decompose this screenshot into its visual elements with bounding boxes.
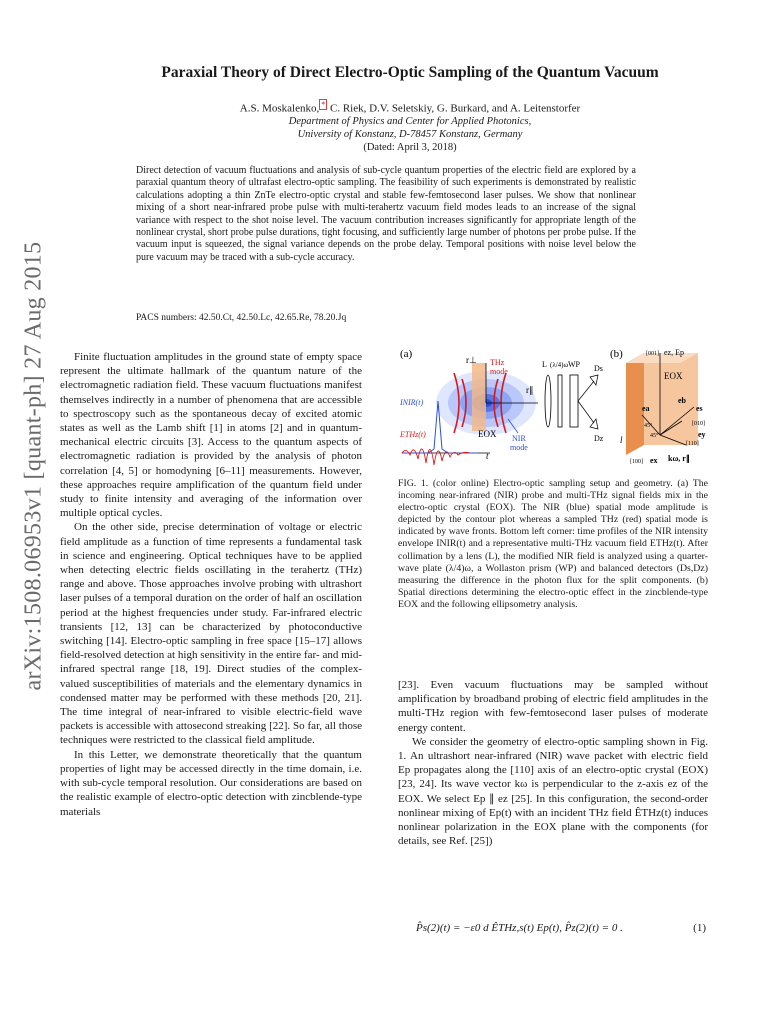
paragraph: On the other side, precise determination of voltage or electric field amplitude as a function of time represents a fundamental task in science and engineering. Optical techniques have to be applied when detecting electric fields oscillating in the terahertz (THz) range and above. Those approaches involve probing with ultrashort laser pulses of a temporal duration on the order of half an oscillation period at the highest frequencies under study. Far-infrared electric transients [12, 13] can be characterized by photoconductive switching [14]. Electro-optic sampling in free space [15–17] allows field-resolved detection at high sensitivity in the entire far- and mid-infrared spectral range [18, 19]. Direct studies of the complex-valued susceptibilities of materials and the elementary dynamics in condensed matter may be performed with these methods [20, 21]. The time integral of near-infrared to visible electric-field wave packets is accessible with attosecond streaking [22]. So far, all those techniques were restricted to the classical field amplitude. [60, 521, 362, 747]
nir-mode-word: NIR [512, 434, 526, 443]
eox-label: EOX [478, 429, 497, 439]
detector-s [590, 375, 598, 385]
dir-010-label: [010] [692, 421, 705, 427]
affiliation [60, 115, 760, 141]
paragraph: In this Letter, we demonstrate theoretically that the quantum properties of light may be accessed directly in the time domain, i.e. with sub-cycle temporal resolution. Our considerations are based on the realistic example of electro-optic detection with zincblende-type materials [60, 748, 362, 818]
author-footnote-link[interactable]: * [321, 100, 326, 109]
ey-label: ey [698, 430, 706, 439]
detector-z [590, 419, 598, 429]
eox-crystal [472, 363, 486, 431]
thz-trace-label: ETHz(t) [400, 430, 426, 439]
author-list [60, 100, 760, 115]
dated-line: (Dated: April 3, 2018) [363, 142, 457, 153]
time-axis-label: t [486, 451, 489, 461]
paragraph: [23]. Even vacuum fluctuations may be sampled without amplification by broadband probing of electric field amplitudes in the multi-THz region with few-femtosecond laser pulses of moderate energy content. [398, 679, 708, 734]
affiliation-line-1: Department of Physics and Center for Applied Photonics, [288, 116, 532, 127]
length-label: l [620, 435, 623, 445]
paragraph: We consider the geometry of electro-optic sampling shown in Fig. 1. An ultrashort near-infrared (NIR) wave packet with electric field Ep propagates along the [110] axis of an electro-optic crystal (EOX) [23, 24]. Its wave vector kω is perpendicular to the z-axis ez of the EOX. We select Ep ∥ ez [25]. In this configuration, the second-order nonlinear mixing of Ep(t) with an incident THz field ÊTHz(t) induces nonlinear polarization in the EOX plane with the components (for details, see Ref. [25]) [398, 735, 708, 848]
affiliation-line-2: University of Konstanz, D-78457 Konstanz, Germany [297, 129, 523, 140]
author-first[interactable]: A.S. Moskalenko, [239, 102, 320, 115]
paragraph: Finite fluctuation amplitudes in the ground state of empty space represent the ultimate hallmark of the quantum nature of the electromagnetic radiation field. These vacuum fluctuations manifest themselves indirectly in a number of phenomena that are accessible to spectroscopy such as the spontaneous decay of excited atomic states as well as the Lamb shift [1] in atoms [2] and in quantum-mechanical electric circuits [3]. Access to the quantum aspects of electromagnetic radiation is provided by the analysis of photon correlation [4, 5] or homodyning [6–11] measurements. However, these approaches require amplification of the quantum field under study to finite intensity and averaging of the information over multiple optical cycles. [60, 351, 362, 520]
right-column [398, 678, 708, 848]
angle-label-2: 45° [650, 433, 659, 439]
wollaston-shape [570, 375, 578, 427]
dir-001-label: [001] [646, 351, 659, 357]
dir-110-label: [110] [686, 441, 699, 447]
figure-1 [398, 345, 710, 473]
es-label: es [696, 404, 703, 413]
paper-title: Paraxial Theory of Direct Electro-Optic Sampling of the Quantum Vacuum [161, 64, 659, 81]
pacs-numbers: PACS numbers: 42.50.Ct, 42.50.Lc, 42.65.Re, 78.20.Jq [136, 313, 347, 323]
panel-b-label: (b) [610, 348, 623, 360]
thz-mode-word: THz [490, 358, 505, 367]
eox-b-label: EOX [664, 371, 683, 381]
beam-z [578, 401, 594, 423]
detector-z-label: Dz [594, 434, 604, 443]
nir-mode-word: mode [510, 443, 528, 452]
nir-trace-label: INIR(t) [400, 398, 424, 407]
r-par-label: r∥ [526, 385, 534, 395]
r-perp-label: r⊥ [466, 355, 477, 365]
angle-label-1: 45° [644, 423, 653, 429]
equation-body: P̂s(2)(t) = −ε0 d ÊTHz,s(t) Ep(t), P̂z(2)(t) = 0 . [416, 922, 623, 934]
wollaston-label: WP [568, 360, 580, 369]
arxiv-stamp [14, 241, 54, 691]
thz-mode-word: mode [490, 367, 508, 376]
detector-s-label: Ds [594, 364, 603, 373]
ex-label: ex [650, 456, 658, 465]
left-column [60, 350, 362, 819]
lens-shape [545, 375, 551, 427]
panel-a-label: (a) [400, 348, 413, 360]
figure-caption: FIG. 1. (color online) Electro-optic sampling setup and geometry. (a) The incoming near-infrared (NIR) probe and multi-THz signal fields mix in the electro-optic crystal (EOX). The NIR (blue) spatial mode amplitude is depicted by the contour plot whereas a sampled THz (red) spatial mode is indicated by wave fronts. Bottom left corner: time profiles of the NIR intensity envelope INIR(t) and a representative multi-THz vacuum field ETHz(t). After collimation by a lens (L), the modified NIR field is analyzed using a quarter-wave plate (λ/4)ω, a Wollaston prism (WP) and balanced detectors (Ds,Dz) measuring the difference in the photon flux for the split components. (b) Spatial directions determining the electro-optic effect in the zincblende-type EOX and the following ellipsometry analysis. [398, 478, 708, 610]
eb-label: eb [678, 396, 686, 405]
eox-cube [626, 353, 698, 455]
waveplate-shape [558, 375, 562, 427]
abstract: Direct detection of vacuum fluctuations and analysis of sub-cycle quantum properties of the electric field are explored by a paraxial quantum theory of ultrafast electro-optic sampling. The feasibility of such experiments is demonstrated by realistic calculations adopting a thin ZnTe electro-optic crystal and stable few-femtosecond laser pulses. We show that nonlinear mixing of a short near-infrared probe pulse with multi-terahertz vacuum field modes leads to an increase of the signal variance with respect to the shot noise level. The vacuum contribution increases significantly for appropriate length of the nonlinear crystal, short probe pulse durations, tight focusing, and sufficiently large number of photons per probe pulse. If the vacuum input is squeezed, the signal variance depends on the probe delay. Temporal positions with noise level below the pure vacuum may be traced with a sub-cycle accuracy. [136, 165, 636, 263]
author-rest: C. Riek, D.V. Seletskiy, G. Burkard, and A. Leitenstorfer [327, 102, 581, 115]
ez-ep-label: ez, Ep [664, 348, 684, 357]
thz-field-trace [402, 449, 470, 465]
beam-s [578, 381, 594, 401]
ea-label: ea [642, 404, 650, 413]
quarter-wave-label: (λ/4)ω [550, 361, 569, 369]
lens-label: L [542, 360, 547, 369]
arxiv-stamp-text: arXiv:1508.06953v1 [quant-ph] 27 Aug 2015 [20, 241, 47, 691]
equation-number: (1) [693, 922, 706, 934]
dir-100-label: [100] [630, 459, 643, 465]
k-r-label: kω, r∥ [668, 454, 690, 463]
